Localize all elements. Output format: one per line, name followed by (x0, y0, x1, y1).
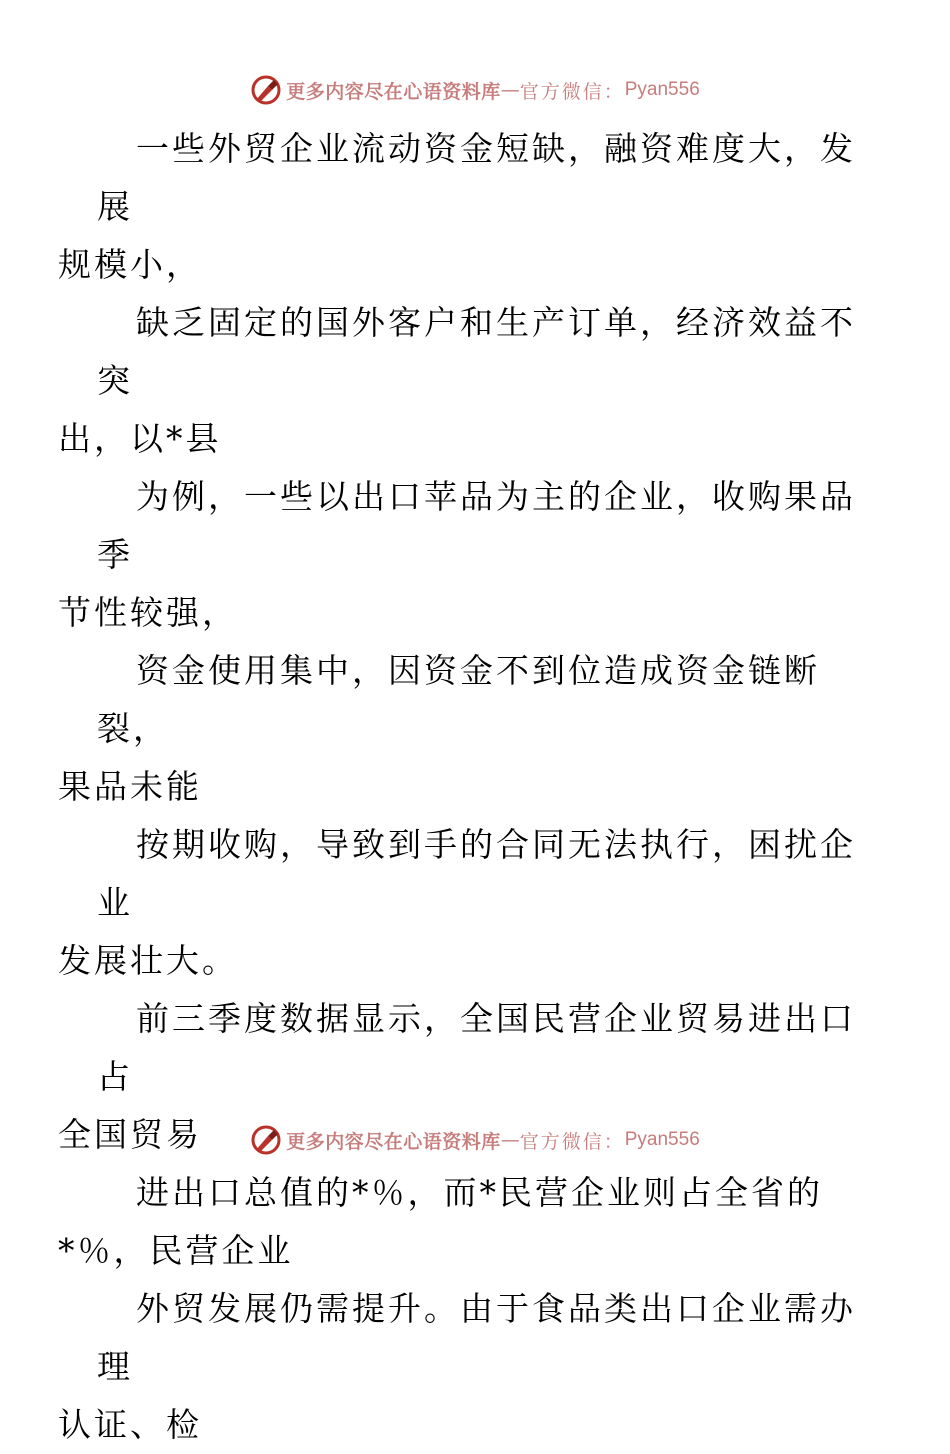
pen-logo-icon (250, 74, 282, 106)
paragraph (58, 1280, 857, 1454)
paragraph-line: 节性较强， (58, 593, 238, 632)
document-body (58, 120, 857, 1454)
footer-separator: — (500, 1129, 520, 1151)
paragraph-line: 外贸发展仍需提升。由于食品类出口企业需办理 (97, 1289, 856, 1386)
footer-wechat-id: Pyan556 (624, 1129, 700, 1150)
paragraph-line: *％，民营企业 (58, 1231, 294, 1270)
header-wechat-label: 官方微信： (519, 80, 625, 103)
header-wechat-id: Pyan556 (624, 79, 700, 100)
paragraph-line: 缺乏固定的国外客户和生产订单，经济效益不突 (97, 303, 856, 400)
paragraph-line: 前三季度数据显示，全国民营企业贸易进出口占 (97, 999, 856, 1096)
paragraph-line: 出，以*县 (58, 419, 222, 458)
header-separator: — (500, 79, 520, 101)
paragraph-line: 按期收购，导致到手的合同无法执行，困扰企业 (97, 825, 856, 922)
pen-logo-icon (250, 1124, 282, 1156)
paragraph-line: 规模小， (58, 245, 202, 284)
paragraph-line: 资金使用集中，因资金不到位造成资金链断裂， (97, 651, 820, 748)
paragraph (58, 1164, 857, 1280)
header-brand: 更多内容尽在心语资料库 (286, 80, 501, 103)
paragraph-line: 全国贸易 (58, 1115, 202, 1154)
paragraph-line: 果品未能 (58, 767, 202, 806)
footer-banner (0, 1120, 950, 1160)
paragraph-line: 发展壮大。 (58, 941, 238, 980)
header-banner (0, 70, 950, 110)
paragraph-line: 进出口总值的*％，而*民营企业则占全省的 (136, 1173, 823, 1212)
paragraph-line: 为例，一些以出口苹品为主的企业，收购果品季 (97, 477, 856, 574)
paragraph (58, 816, 857, 990)
paragraph (58, 294, 857, 468)
footer-wechat-label: 官方微信： (519, 1130, 625, 1153)
paragraph-line: 认证、检 (58, 1405, 202, 1444)
footer-brand: 更多内容尽在心语资料库 (286, 1130, 501, 1153)
paragraph-line: 一些外贸企业流动资金短缺，融资难度大，发展 (97, 129, 856, 226)
paragraph (58, 642, 857, 816)
paragraph (58, 120, 857, 294)
paragraph (58, 468, 857, 642)
